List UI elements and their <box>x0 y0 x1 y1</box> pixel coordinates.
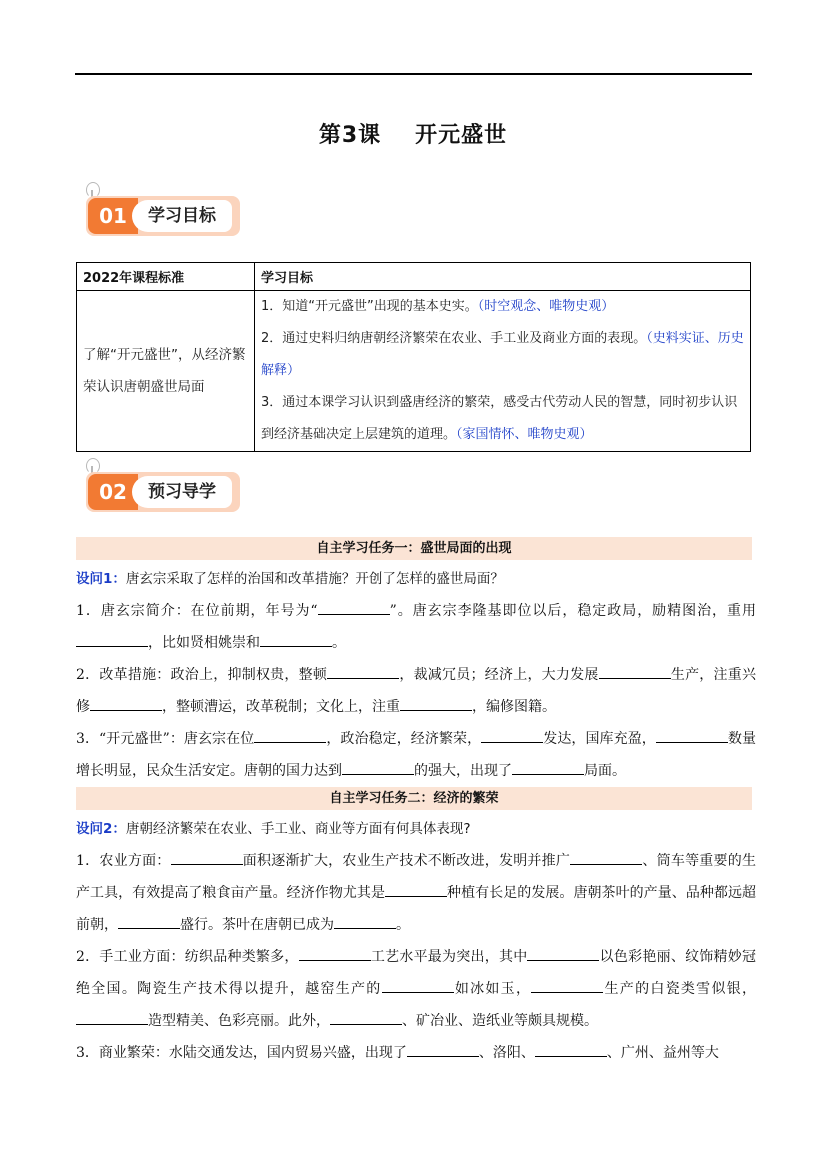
section-label: 预习导学 <box>132 476 232 508</box>
table-header-goals: 学习目标 <box>255 263 751 291</box>
fill-blank[interactable] <box>171 848 243 865</box>
section-number: 02 <box>88 474 138 510</box>
task2-paragraph-1: 1．农业方面： 面积逐渐扩大，农业生产技术不断改进，发明并推广 、筒车等重要的生产工具，有效提高了粮食亩产量。经济作物尤其是 种植有长足的发展。唐朝茶叶的产量、品种都远超前朝， 盛行。茶叶在唐朝已成为 。 <box>76 845 756 941</box>
table-header-standard: 2022年课程标准 <box>77 263 255 291</box>
task1-title: 自主学习任务一：盛世局面的出现 <box>76 537 752 560</box>
fill-blank[interactable] <box>385 880 447 897</box>
goal-item: 1．知道“开元盛世”出现的基本史实。（时空观念、唯物史观） <box>261 299 615 314</box>
fill-blank[interactable] <box>118 912 180 929</box>
fill-blank[interactable] <box>382 976 454 993</box>
fill-blank[interactable] <box>535 1040 607 1057</box>
task2-paragraph-2: 2．手工业方面：纺织品种类繁多， 工艺水平最为突出，其中 以色彩艳丽、纹饰精妙冠绝全国。陶瓷生产技术得以提升，越窑生产的 如冰如玉， 生产的白瓷类雪似银，造型精美、色彩亮丽。此外， 、矿冶业、造纸业等颇具规模。 <box>76 941 756 1037</box>
lesson-name: 开元盛世 <box>415 123 508 148</box>
fill-blank[interactable] <box>90 694 162 711</box>
fill-blank[interactable] <box>260 630 332 647</box>
lesson-number: 第3课 <box>318 123 382 148</box>
task2-title: 自主学习任务二：经济的繁荣 <box>76 787 752 810</box>
task2-question: 设问2：唐朝经济繁荣在农业、手工业、商业等方面有何具体表现? <box>76 821 471 837</box>
fill-blank[interactable] <box>299 944 371 961</box>
fill-blank[interactable] <box>318 598 390 615</box>
fill-blank[interactable] <box>76 630 148 647</box>
section-label: 学习目标 <box>132 200 232 232</box>
fill-blank[interactable] <box>330 1008 402 1025</box>
fill-blank[interactable] <box>254 726 326 743</box>
fill-blank[interactable] <box>327 662 399 679</box>
fill-blank[interactable] <box>481 726 543 743</box>
fill-blank[interactable] <box>76 1008 148 1025</box>
fill-blank[interactable] <box>531 976 603 993</box>
fill-blank[interactable] <box>599 662 671 679</box>
task1-question: 设问1：唐玄宗采取了怎样的治国和改革措施？开创了怎样的盛世局面？ <box>76 571 504 587</box>
fill-blank[interactable] <box>656 726 728 743</box>
header-rule <box>75 73 752 75</box>
objectives-table <box>76 262 751 452</box>
standard-cell: 了解“开元盛世”，从经济繁荣认识唐朝盛世局面 <box>77 291 255 452</box>
fill-blank[interactable] <box>334 912 396 929</box>
task2-paragraph-3: 3．商业繁荣：水陆交通发达，国内贸易兴盛，出现了 、洛阳、 、广州、益州等大 <box>76 1037 756 1069</box>
task1-paragraph-1: 1．唐玄宗简介：在位前期，年号为“ ”。唐玄宗李隆基即位以后，稳定政局，励精图治，重用，比如贤相姚崇和 。 <box>76 595 756 659</box>
goal-item: 2．通过史料归纳唐朝经济繁荣在农业、手工业及商业方面的表现。（史料实证、历史解释） <box>261 331 744 378</box>
fill-blank[interactable] <box>342 758 414 775</box>
section-badge-preview <box>82 458 242 518</box>
fill-blank[interactable] <box>527 944 599 961</box>
section-number: 01 <box>88 198 138 234</box>
task1-paragraph-2: 2．改革措施：政治上，抑制权贵，整顿 ，裁减冗员；经济上，大力发展 生产，注重兴修 ，整顿漕运，改革税制；文化上，注重 ，编修图籍。 <box>76 659 756 723</box>
section-badge-objectives <box>82 182 242 242</box>
fill-blank[interactable] <box>407 1040 479 1057</box>
task1-paragraph-3: 3．“开元盛世”：唐玄宗在位 ，政治稳定，经济繁荣， 发达，国库充盈， 数量增长明显，民众生活安定。唐朝的国力达到 的强大，出现了 局面。 <box>76 723 756 787</box>
goal-item: 3．通过本课学习认识到盛唐经济的繁荣，感受古代劳动人民的智慧，同时初步认识到经济基础决定上层建筑的道理。（家国情怀、唯物史观） <box>261 395 738 442</box>
fill-blank[interactable] <box>570 848 642 865</box>
goals-cell <box>255 291 751 452</box>
fill-blank[interactable] <box>512 758 584 775</box>
page-title <box>0 118 826 149</box>
fill-blank[interactable] <box>400 694 472 711</box>
